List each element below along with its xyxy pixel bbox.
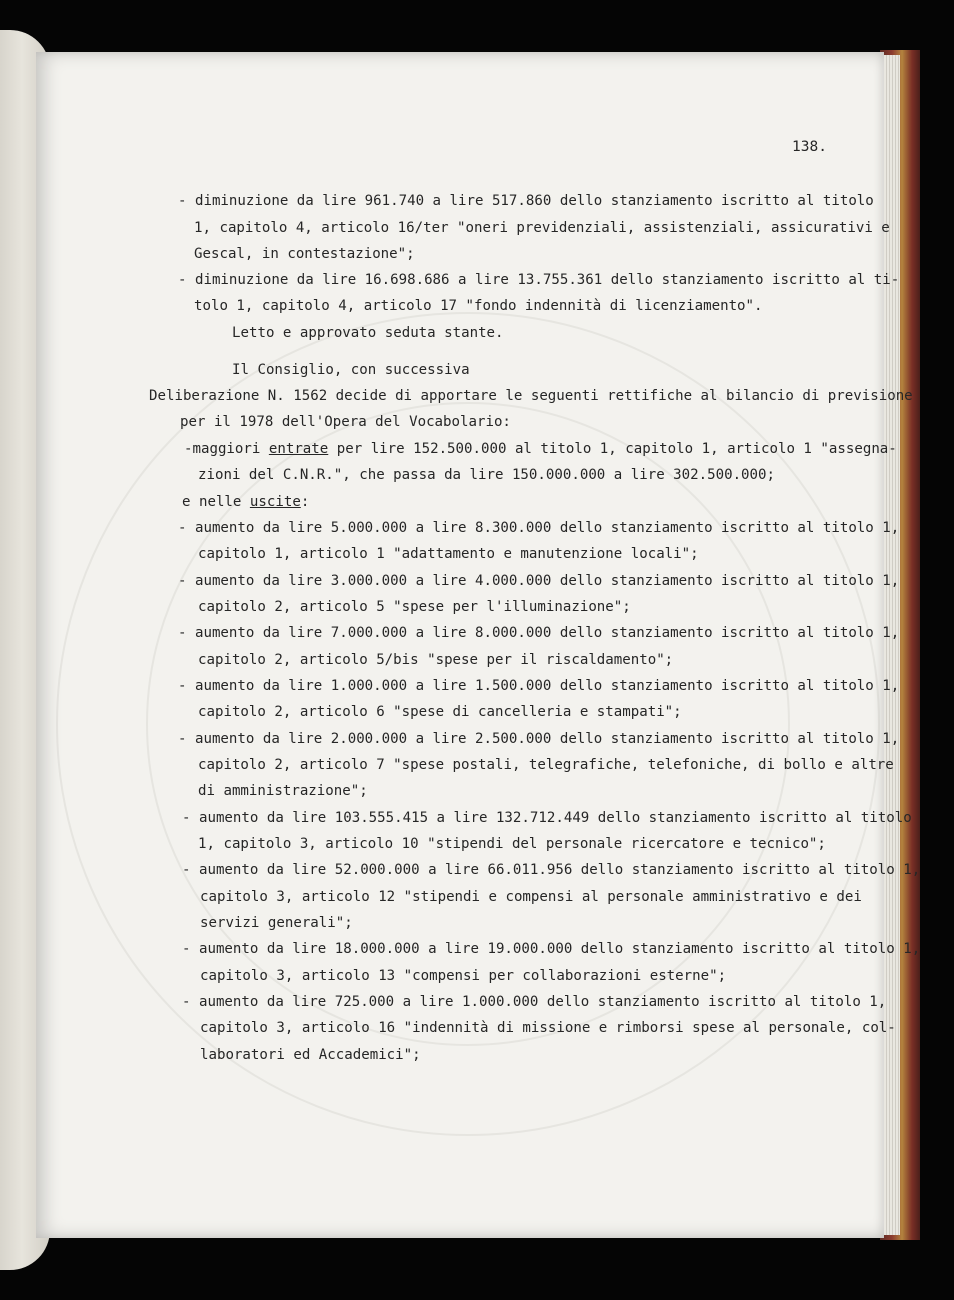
text-line: - aumento da lire 7.000.000 a lire 8.000.000 dello stanziamento iscritto al titolo 1,: [178, 625, 900, 641]
text-segment: :: [300, 494, 310, 510]
text-line: - aumento da lire 3.000.000 a lire 4.000.000 dello stanziamento iscritto al titolo 1,: [178, 573, 900, 589]
text-segment: per lire 152.500.000 al titolo 1, capitolo 1, articolo 1 "assegna-: [328, 441, 897, 457]
text-line: - aumento da lire 52.000.000 a lire 66.011.956 dello stanziamento iscritto al titolo 1,: [182, 862, 921, 878]
underlined-word-uscite: uscite: [249, 494, 301, 510]
text-line: Deliberazione N. 1562 decide di apportare le seguenti rettifiche al bilancio di previsione: [149, 388, 913, 404]
watermark-circle: [56, 312, 880, 1136]
text-line: 1, capitolo 3, articolo 10 "stipendi del personale ricercatore e tecnico";: [198, 836, 826, 852]
text-line: 1, capitolo 4, articolo 16/ter "oneri previdenziali, assistenziali, assicurativi e: [194, 220, 890, 236]
text-line: capitolo 2, articolo 5 "spese per l'illuminazione";: [198, 599, 631, 615]
text-line-nelle-uscite: [182, 493, 309, 511]
text-line: - aumento da lire 2.000.000 a lire 2.500.000 dello stanziamento iscritto al titolo 1,: [178, 731, 900, 747]
text-line: - aumento da lire 103.555.415 a lire 132.712.449 dello stanziamento iscritto al titolo: [182, 810, 912, 826]
text-line: Gescal, in contestazione";: [194, 246, 415, 262]
text-line: - aumento da lire 5.000.000 a lire 8.300.000 dello stanziamento iscritto al titolo 1,: [178, 520, 900, 536]
text-line: - diminuzione da lire 16.698.686 a lire 13.755.361 dello stanziamento iscritto al ti-: [178, 272, 900, 288]
text-line: zioni del C.N.R.", che passa da lire 150.000.000 a lire 302.500.000;: [198, 467, 775, 483]
text-line: - diminuzione da lire 961.740 a lire 517.860 dello stanziamento iscritto al titolo: [178, 193, 874, 209]
text-line: tolo 1, capitolo 4, articolo 17 "fondo indennità di licenziamento".: [194, 298, 763, 314]
text-line: per il 1978 dell'Opera del Vocabolario:: [180, 414, 511, 430]
text-line-maggiori-entrate: [184, 440, 897, 458]
text-line: capitolo 2, articolo 5/bis "spese per il riscaldamento";: [198, 652, 674, 668]
text-line: - aumento da lire 1.000.000 a lire 1.500.000 dello stanziamento iscritto al titolo 1,: [178, 678, 900, 694]
page-number: 138.: [792, 139, 827, 155]
text-line: capitolo 3, articolo 13 "compensi per collaborazioni esterne";: [200, 968, 727, 984]
text-line: Il Consiglio, con successiva: [232, 362, 470, 378]
text-line: laboratori ed Accademici";: [200, 1047, 421, 1063]
underlined-word-entrate: entrate: [268, 441, 329, 457]
text-line: capitolo 2, articolo 6 "spese di cancelleria e stampati";: [198, 704, 682, 720]
text-line: Letto e approvato seduta stante.: [232, 325, 504, 341]
text-segment: -maggiori: [184, 441, 269, 457]
text-line: capitolo 3, articolo 12 "stipendi e compensi al personale amministrativo e dei: [200, 889, 862, 905]
text-line: - aumento da lire 725.000 a lire 1.000.000 dello stanziamento iscritto al titolo 1,: [182, 994, 887, 1010]
text-line: - aumento da lire 18.000.000 a lire 19.000.000 dello stanziamento iscritto al titolo 1,: [182, 941, 921, 957]
text-line: capitolo 1, articolo 1 "adattamento e manutenzione locali";: [198, 546, 699, 562]
text-segment: e nelle: [182, 494, 250, 510]
text-line: di amministrazione";: [198, 783, 368, 799]
text-line: capitolo 2, articolo 7 "spese postali, telegrafiche, telefoniche, di bollo e altre: [198, 757, 894, 773]
text-line: servizi generali";: [200, 915, 353, 931]
document-page: [36, 52, 921, 1238]
text-line: capitolo 3, articolo 16 "indennità di missione e rimborsi spese al personale, col-: [200, 1020, 896, 1036]
